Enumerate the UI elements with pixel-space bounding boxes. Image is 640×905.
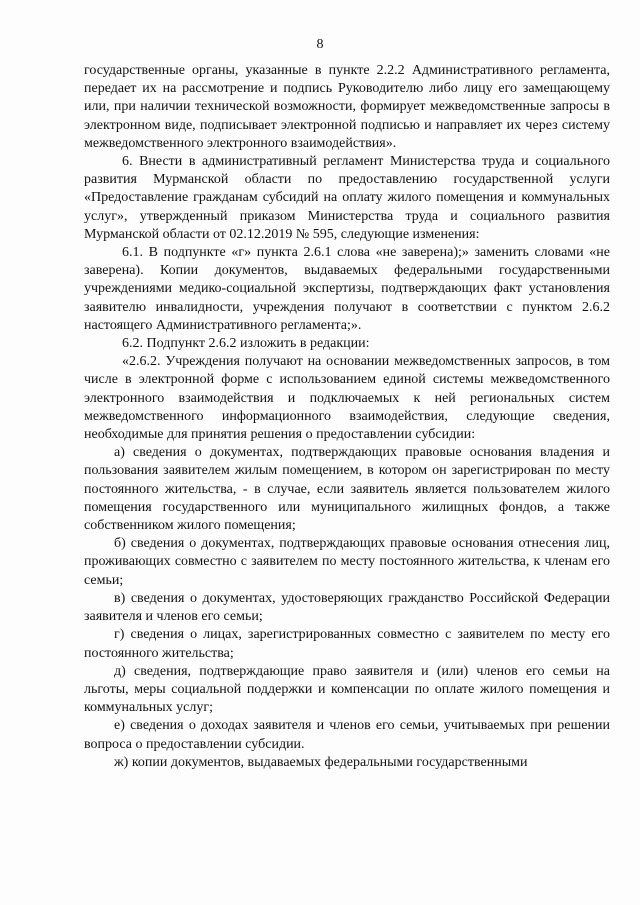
list-item-a: а) сведения о документах, подтверждающих правовые основания владения и пользования заявителем жилым помещением, в котором он зарегистрирован по месту постоянного жительства, - в случае, если заявитель является пользователем жилого помещения государственного или муниципального жилищных фондов, а также собственником жилого помещения; xyxy=(84,445,610,534)
paragraph-continuation: государственные органы, указанные в пункте 2.2.2 Административного регламента, передает их на рассмотрение и подпись Руководителю либо лицу его замещающему или, при наличии технической возможности, формирует межведомственные запросы в электронном виде, подписывает электронной подписью и направляет их через систему межведомственного электронного взаимодействия». xyxy=(84,63,610,151)
list-item-zh: ж) копии документов, выдаваемых федеральными государственными xyxy=(114,754,528,770)
list-item-e: е) сведения о доходах заявителя и членов его семьи, учитываемых при решении вопроса о предоставлении субсидии. xyxy=(84,718,610,752)
list-item-v: в) сведения о документах, удостоверяющих гражданство Российской Федерации заявителя и членов его семьи; xyxy=(84,590,610,625)
paragraph-item-6-1: 6.1. В подпункте «г» пункта 2.6.1 слова «не заверена);» заменить словами «не заверена). Копии документов, выдаваемых федеральными государственными учреждениями медико-социальной экспертизы, подтверждающих факт установления заявителю инвалидности, учреждения получают в соответствии с пунктом 2.6.2 настоящего Административного регламента;». xyxy=(84,245,610,333)
list-item-b: б) сведения о документах, подтверждающих правовые основания отнесения лиц, проживающих совместно с заявителем по месту постоянного жительства, к членам его семьи; xyxy=(84,536,610,588)
list-item-d: д) сведения, подтверждающие право заявителя и (или) членов его семьи на льготы, меры социальной поддержки и компенсации по оплате жилого помещения и коммунальных услуг; xyxy=(84,663,610,716)
paragraph-subclause-2-6-2: «2.6.2. Учреждения получают на основании межведомственных запросов, в том числе в электронной форме с использованием единой системы межведомственного электронного взаимодействия и подключаемых к ней региональных систем межведомственного информационного взаимодействия, следующие сведения, необходимые для принятия решения о предоставлении субсидии: xyxy=(84,354,610,443)
document-body xyxy=(84,62,610,772)
list-item-g: г) сведения о лицах, зарегистрированных совместно с заявителем по месту его постоянного жительства; xyxy=(84,627,610,661)
paragraph-item-6-2: 6.2. Подпункт 2.6.2 изложить в редакции: xyxy=(122,336,370,352)
paragraph-item-6: 6. Внести в административный регламент Министерства труда и социального развития Мурманской области по предоставлению государственной услуги «Предоставление гражданам субсидий на оплату жилого помещения и коммунальных услуг», утвержденный приказом Министерства труда и социального развития Мурманской области от 02.12.2019 № 595, следующие изменения: xyxy=(84,154,610,242)
page-number: 8 xyxy=(316,37,324,52)
